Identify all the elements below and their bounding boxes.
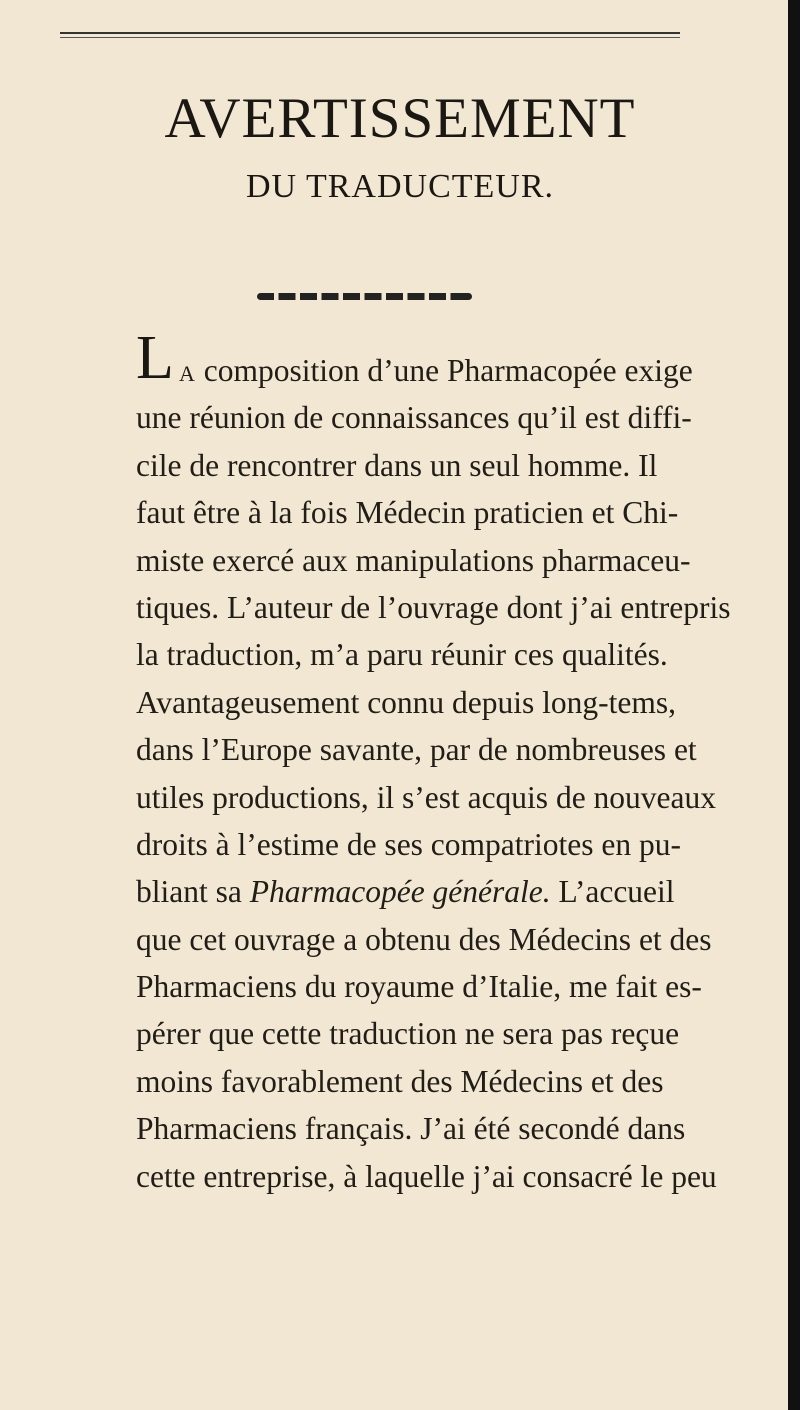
- body-text: [136, 347, 761, 1200]
- text-line-3: cile de rencontrer dans un seul homme. Il: [136, 447, 658, 483]
- first-line-text: composition d’une Pharmacopée exige: [195, 353, 693, 388]
- page-subtitle: DU TRADUCTEUR.: [245, 168, 555, 205]
- text-line-13: que cet ouvrage a obtenu des Médecins et des: [136, 921, 712, 957]
- line-12-suffix: L’accueil: [550, 874, 675, 910]
- text-line-10: utiles productions, il s’est acquis de nouveaux: [136, 779, 717, 815]
- text-line-18: cette entreprise, à laquelle j’ai consacré le peu: [136, 1158, 717, 1194]
- text-line-15: pérer que cette traduction ne sera pas reçue: [136, 1016, 680, 1052]
- text-line-14: Pharmaciens du royaume d’Italie, me fait es-: [136, 969, 702, 1005]
- text-line-11: droits à l’estime de ses compatriotes en pu-: [136, 826, 681, 862]
- top-rule-thin: [60, 37, 680, 38]
- text-line-17: Pharmaciens français. J’ai été secondé dans: [136, 1111, 686, 1147]
- top-rule: [60, 32, 680, 34]
- text-line-7: la traduction, m’a paru réunir ces qualités.: [136, 637, 668, 673]
- line-12-prefix: bliant sa: [136, 874, 250, 910]
- text-line-6: tiques. L’auteur de l’ouvrage dont j’ai entrepris: [136, 589, 731, 625]
- drop-cap: L: [136, 324, 174, 392]
- text-line-1: [136, 347, 761, 394]
- text-line-5: miste exercé aux manipulations pharmaceu-: [136, 542, 691, 578]
- text-line-12: [136, 868, 761, 915]
- text-line-9: dans l’Europe savante, par de nombreuses et: [136, 732, 697, 768]
- text-line-16: moins favorablement des Médecins et des: [136, 1063, 664, 1099]
- ornamental-rule: [257, 293, 472, 300]
- italic-title: Pharmacopée générale.: [249, 874, 551, 910]
- first-line-small-caps: A: [179, 361, 196, 386]
- page-title: AVERTISSEMENT: [164, 87, 636, 150]
- text-line-4: faut être à la fois Médecin praticien et Chi-: [136, 495, 679, 531]
- text-line-8: Avantageusement connu depuis long-tems,: [136, 684, 677, 720]
- text-line-2: une réunion de connaissances qu’il est diffi-: [136, 400, 692, 436]
